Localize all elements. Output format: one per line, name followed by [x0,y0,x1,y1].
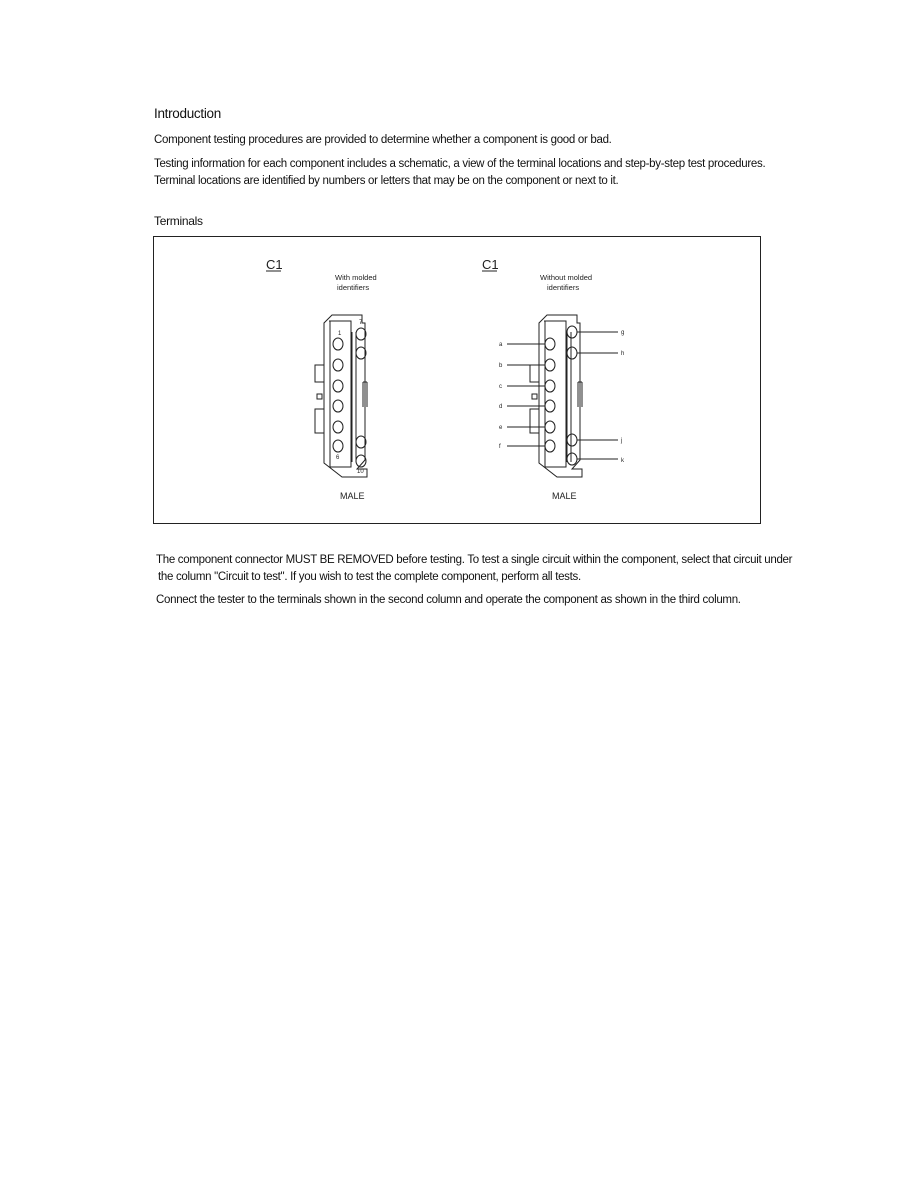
right-pin-label-e: e [499,425,503,431]
right-pin-label-c: c [499,384,502,390]
right-pin-label-f: f [499,444,501,450]
right-connector-name: C1 [482,257,499,272]
right-pin-label-j: j [621,438,623,444]
right-pin-label-k: k [621,458,624,464]
right-connector-leader-lines [507,332,618,459]
notes-paragraph-2: Connect the tester to the terminals shown in the second column and operate the component as shown in the third column. [156,594,741,606]
terminals-heading: Terminals [154,214,203,228]
right-pin-label-d: d [499,404,503,410]
right-connector-caption-line-1: Without molded [540,273,593,282]
intro-heading: Introduction [154,106,221,121]
left-connector-footer: MALE [340,491,365,501]
terminals-figure [153,236,761,524]
notes-paragraph-1-line-1: The component connector MUST BE REMOVED before testing. To test a single circuit within the component, select that circuit under [156,554,793,566]
left-pin-label-bottom-right: 10 [357,469,364,475]
notes-paragraph-1-line-2: the column "Circuit to test". If you wish to test the complete component, perform all tests. [158,571,581,583]
intro-paragraph-2-line-1: Testing information for each component includes a schematic, a view of the terminal locations and step-by-step test procedures. [154,158,766,170]
right-pin-label-a: a [499,342,503,348]
right-connector-housing [530,315,582,477]
left-pin-label-top-right: 7 [359,320,363,326]
left-connector-caption-line-2: identifiers [337,283,370,292]
connector-diagram [154,237,762,525]
intro-paragraph-1: Component testing procedures are provided to determine whether a component is good or bad. [154,134,612,146]
right-connector-caption-line-2: identifiers [547,283,580,292]
left-connector-name: C1 [266,257,283,272]
right-pin-label-g: g [621,330,625,336]
right-pin-label-b: b [499,363,503,369]
left-connector-pins [333,328,366,467]
right-pin-label-h: h [621,351,625,357]
right-connector-pins [545,326,577,465]
right-connector-footer: MALE [552,491,577,501]
intro-paragraph-2-line-2: Terminal locations are identified by numbers or letters that may be on the component or next to it. [154,175,619,187]
left-connector-caption-line-1: With molded [335,273,377,282]
left-pin-label-top-left: 1 [338,331,342,337]
left-pin-label-bottom-left: 6 [336,455,340,461]
